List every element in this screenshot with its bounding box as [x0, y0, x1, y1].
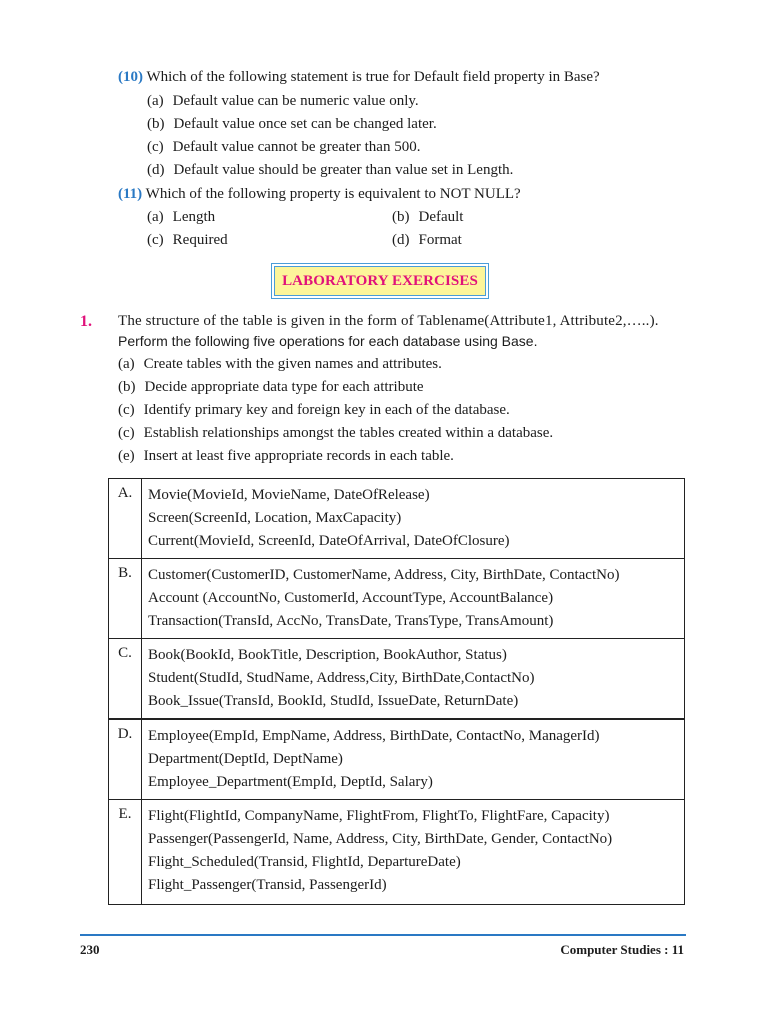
option-label: (b): [392, 209, 410, 225]
option-label: (c): [147, 232, 164, 248]
option-10d: [147, 162, 513, 179]
schema-line: Employee_Department(EmpId, DeptId, Salary): [148, 774, 433, 790]
schema-line: Screen(ScreenId, Location, MaxCapacity): [148, 510, 402, 526]
task-label: (c): [118, 402, 135, 418]
exercise-line-2: Perform the following five operations for each database using Base.: [118, 333, 538, 349]
task-text: Insert at least five appropriate records in each table.: [143, 448, 454, 464]
task-b: [118, 379, 424, 396]
lab-exercises-title: LABORATORY EXERCISES: [282, 272, 478, 289]
option-label: (d): [147, 162, 165, 178]
question-text: Which of the following property is equivalent to NOT NULL?: [145, 186, 521, 202]
task-text: Identify primary key and foreign key in each of the database.: [143, 402, 510, 418]
db-schemas: [142, 639, 685, 720]
option-11c: [147, 232, 228, 249]
schema-line: Transaction(TransId, AccNo, TransDate, TransType, TransAmount): [148, 613, 554, 629]
task-label: (b): [118, 379, 136, 395]
database-schema-table: [108, 478, 685, 905]
option-10b: [147, 116, 437, 133]
schema-line: Passenger(PassengerId, Name, Address, City, BirthDate, Gender, ContactNo): [148, 831, 613, 847]
option-text: Required: [172, 232, 228, 248]
option-text: Length: [172, 209, 216, 225]
schema-line: Flight_Passenger(Transid, PassengerId): [148, 877, 387, 893]
schema-line: Flight(FlightId, CompanyName, FlightFrom, FlightTo, FlightFare, Capacity): [148, 808, 610, 824]
schema-line: Movie(MovieId, MovieName, DateOfRelease): [148, 487, 430, 503]
option-text: Default value should be greater than value set in Length.: [173, 162, 514, 178]
db-schemas: [142, 719, 685, 800]
db-letter: E.: [109, 800, 142, 905]
task-text: Establish relationships amongst the tables created within a database.: [143, 425, 554, 441]
lab-exercises-banner: [274, 266, 486, 296]
task-text: Decide appropriate data type for each attribute: [144, 379, 424, 395]
db-schemas: [142, 559, 685, 639]
schema-line: Student(StudId, StudName, Address,City, BirthDate,ContactNo): [148, 670, 535, 686]
option-text: Default value once set can be changed later.: [173, 116, 437, 132]
option-label: (c): [147, 139, 164, 155]
option-label: (b): [147, 116, 165, 132]
exercise-line-1: The structure of the table is given in the form of Tablename(Attribute1, Attribute2,…..).: [118, 313, 659, 329]
option-label: (d): [392, 232, 410, 248]
db-letter: A.: [109, 479, 142, 559]
footer-divider: [80, 934, 686, 936]
option-text: Default value cannot be greater than 500.: [172, 139, 421, 155]
task-label: (e): [118, 448, 135, 464]
exercise-number: 1.: [80, 313, 92, 330]
task-label: (a): [118, 356, 135, 372]
schema-line: Book(BookId, BookTitle, Description, BookAuthor, Status): [148, 647, 507, 663]
table-row: [109, 800, 685, 905]
table-row: [109, 559, 685, 639]
schema-line: Flight_Scheduled(Transid, FlightId, DepartureDate): [148, 854, 461, 870]
schema-line: Employee(EmpId, EmpName, Address, BirthDate, ContactNo, ManagerId): [148, 728, 600, 744]
schema-line: Department(DeptId, DeptName): [148, 751, 343, 767]
option-10c: [147, 139, 420, 156]
db-schemas: [142, 800, 685, 905]
table-row: [109, 719, 685, 800]
schema-line: Customer(CustomerID, CustomerName, Address, City, BirthDate, ContactNo): [148, 567, 620, 583]
question-10: [118, 69, 600, 86]
task-label: (c): [118, 425, 135, 441]
schema-line: Account (AccountNo, CustomerId, AccountType, AccountBalance): [148, 590, 554, 606]
question-number: (10): [118, 69, 143, 85]
db-schemas: [142, 479, 685, 559]
db-letter: D.: [109, 719, 142, 800]
option-text: Default value can be numeric value only.: [172, 93, 419, 109]
question-11: [118, 186, 521, 203]
task-e: [118, 448, 454, 465]
task-a: [118, 356, 442, 373]
option-text: Format: [418, 232, 462, 248]
schema-line: Book_Issue(TransId, BookId, StudId, IssueDate, ReturnDate): [148, 693, 519, 709]
book-title: Computer Studies : 11: [560, 942, 684, 957]
db-letter: B.: [109, 559, 142, 639]
option-11d: [392, 232, 462, 249]
option-11b: [392, 209, 463, 226]
task-c1: [118, 402, 510, 419]
schema-line: Current(MovieId, ScreenId, DateOfArrival, DateOfClosure): [148, 533, 510, 549]
table-row: [109, 479, 685, 559]
option-text: Default: [418, 209, 464, 225]
task-c2: [118, 425, 553, 442]
question-number: (11): [118, 186, 143, 202]
task-text: Create tables with the given names and attributes.: [143, 356, 442, 372]
db-letter: C.: [109, 639, 142, 720]
option-11a: [147, 209, 215, 226]
option-label: (a): [147, 209, 164, 225]
option-label: (a): [147, 93, 164, 109]
option-10a: [147, 93, 419, 110]
question-text: Which of the following statement is true for Default field property in Base?: [146, 69, 600, 85]
page-number: 230: [80, 942, 100, 957]
table-row: [109, 639, 685, 720]
